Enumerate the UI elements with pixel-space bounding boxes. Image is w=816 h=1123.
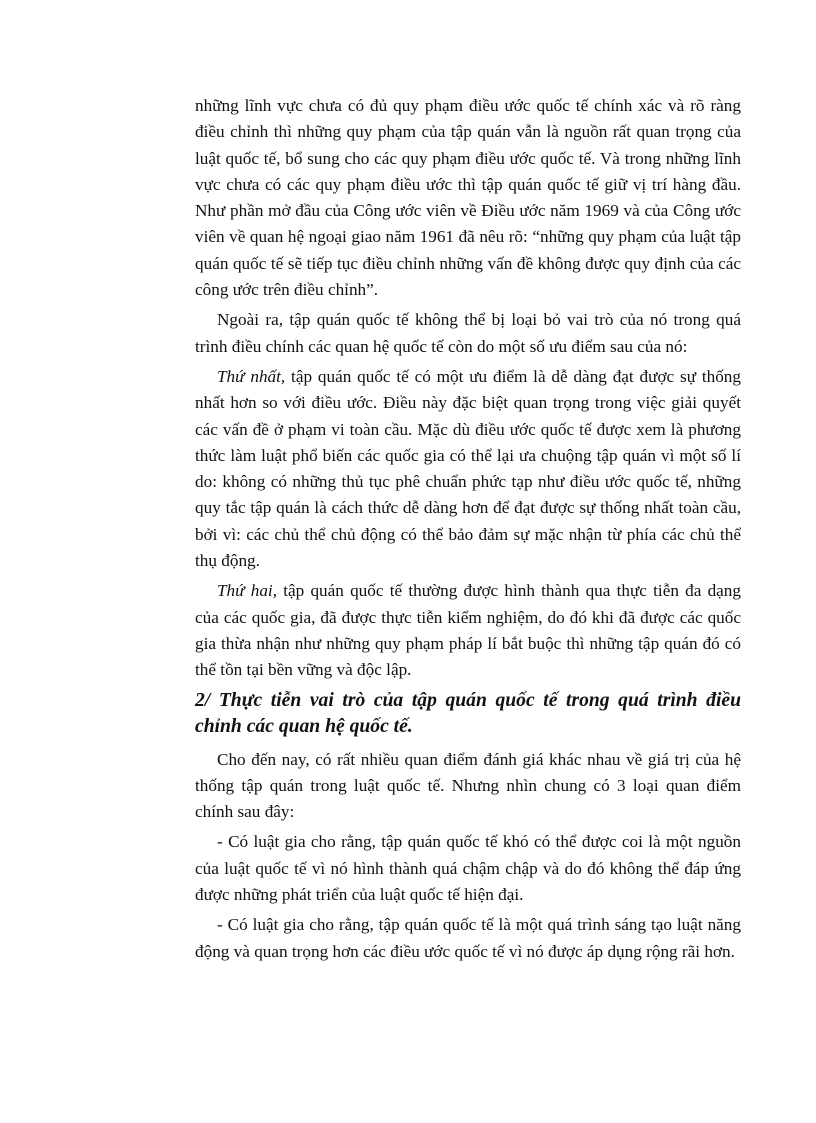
paragraph-2-text: Ngoài ra, tập quán quốc tế không thể bị loại bỏ vai trò của nó trong quá trình điều chính các quan hệ quốc tế còn do một số ưu điểm sau của nó: xyxy=(195,310,741,356)
paragraph-4-text: tập quán quốc tế thường được hình thành qua thực tiễn đa dạng của các quốc gia, đã được thực tiễn kiểm nghiệm, do đó khi đã được các quốc gia thừa nhận như những quy phạm pháp lí bắt buộc thì những tập quán đó có thể tồn tại bền vững và độc lập. xyxy=(195,581,741,680)
section-heading: 2/ Thực tiễn vai trò của tập quán quốc tế trong quá trình điều chỉnh các quan hệ quốc tế. xyxy=(195,689,741,738)
paragraph-7 xyxy=(195,912,741,965)
paragraph-5 xyxy=(195,747,741,826)
paragraph-3 xyxy=(195,364,741,574)
paragraph-5-text: Cho đến nay, có rất nhiều quan điểm đánh giá khác nhau về giá trị của hệ thống tập quán trong luật quốc tế. Nhưng nhìn chung có 3 loại quan điểm chính sau đây: xyxy=(195,749,741,822)
paragraph-1 xyxy=(195,93,741,303)
paragraph-6 xyxy=(195,829,741,908)
paragraph-6-text: - Có luật gia cho rằng, tập quán quốc tế khó có thể được coi là một nguồn của luật quốc tế vì nó hình thành quá chậm chập và do đó không thể đáp ứng được những phát triển của luật quốc tế hiện đại. xyxy=(195,832,741,905)
paragraph-7-text: - Có luật gia cho rằng, tập quán quốc tế là một quá trình sáng tạo luật năng động và quan trọng hơn các điều ước quốc tế vì nó được áp dụng rộng rãi hơn. xyxy=(195,915,741,961)
paragraph-1-text: những lĩnh vực chưa có đủ quy phạm điều ước quốc tế chính xác và rõ ràng điều chỉnh thì những quy phạm của tập quán vẫn là nguồn rất quan trọng của luật quốc tế, bổ sung cho các quy phạm điều ước quốc tế. Và trong những lĩnh vực chưa có các quy phạm điều ước thì tập quán quốc tế giữ vị trí hàng đầu. Như phần mở đầu của Công ước viên về Điều ước năm 1969 và của Công ước viên về quan hệ ngoại giao năm 1961 đã nêu rõ: “những quy phạm của luật tập quán quốc tế sẽ tiếp tục điều chỉnh những vấn đề không được quy định của các công ước trên điều chỉnh”. xyxy=(195,96,741,300)
paragraph-3-lead: Thứ nhất, xyxy=(217,366,286,386)
paragraph-4-lead: Thứ hai, xyxy=(217,581,278,601)
paragraph-2 xyxy=(195,307,741,360)
paragraph-3-text: tập quán quốc tế có một ưu điểm là dễ dàng đạt được sự thống nhất hơn so với điều ước. Điều này đặc biệt quan trọng trong việc giải quyết các vấn đề ở phạm vi toàn cầu. Mặc dù điều ước quốc tế được xem là phương thức làm luật phổ biến các quốc gia có thể lại ưa chuộng tập quán vì một số lí do: không có những thủ tục phê chuẩn phức tạp như điều ước quốc tế, những quy tắc tập quán là cách thức dễ dàng hơn để đạt được sự thống nhất toàn cầu, bởi vì: các chủ thể chủ động có thể bảo đảm sự mặc nhận từ phía các chủ thể thụ động. xyxy=(195,366,741,571)
document-page xyxy=(195,93,741,969)
paragraph-4 xyxy=(195,578,741,683)
